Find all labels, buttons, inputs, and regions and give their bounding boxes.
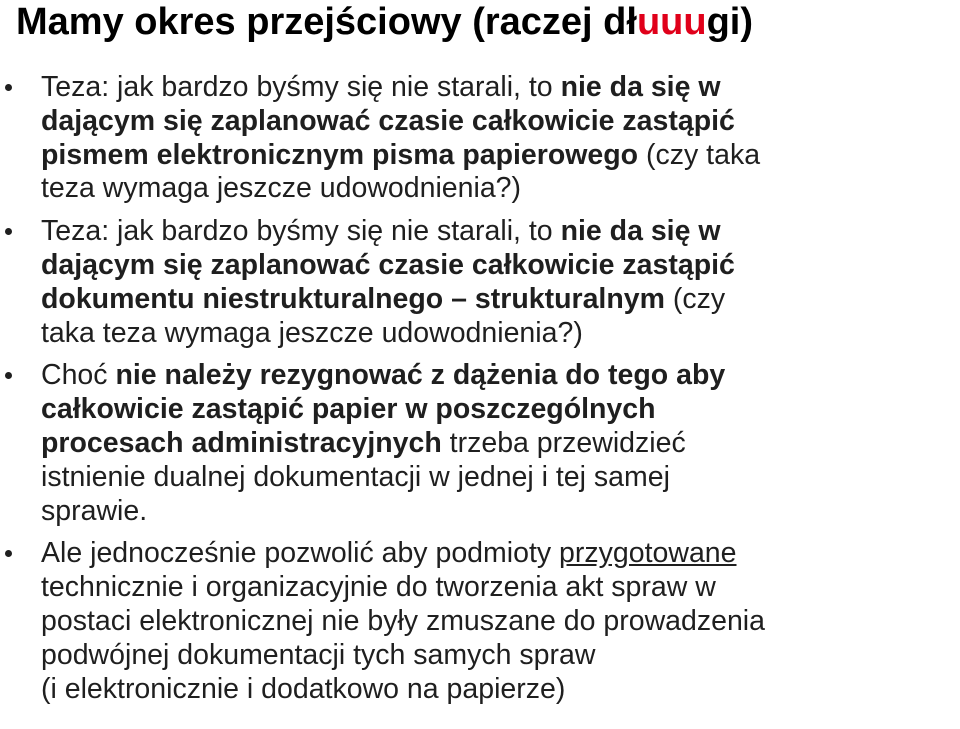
bullet-line xyxy=(41,427,960,461)
bold-text: całkowicie zastąpić papier w poszczególnych xyxy=(41,393,656,426)
bullet-item xyxy=(0,359,960,528)
text-segment: teza wymaga jeszcze udowodnienia?) xyxy=(41,172,522,205)
bullet-line xyxy=(41,317,960,351)
bullet-line xyxy=(41,673,960,707)
bullet-dot-icon xyxy=(5,372,12,379)
text-segment: trzeba przewidzieć xyxy=(441,426,686,459)
text-segment: Teza: jak bardzo byśmy się nie starali, to xyxy=(41,215,561,248)
text-segment: (czy taka xyxy=(638,138,761,171)
bold-text: dokumentu niestrukturalnego – strukturalnym xyxy=(41,282,665,315)
bullet-item xyxy=(0,537,960,706)
title-text-start: Mamy okres przejściowy (raczej dł xyxy=(16,1,637,43)
bold-text: pismem elektronicznym pisma papierowego xyxy=(41,138,639,171)
bold-text: dającym się zaplanować czasie całkowicie zastąpić xyxy=(41,104,735,137)
bullet-item xyxy=(0,215,960,350)
text-segment: Ale jednocześnie pozwolić aby podmioty xyxy=(41,537,560,570)
bullet-line xyxy=(41,359,960,393)
text-segment: sprawie. xyxy=(41,494,148,527)
bullet-line xyxy=(41,461,960,495)
bullet-line xyxy=(41,172,960,206)
text-segment: (i elektronicznie i dodatkowo na papierze) xyxy=(41,672,566,705)
bullet-line xyxy=(41,571,960,605)
bullet-line xyxy=(41,605,960,639)
bullet-line xyxy=(41,495,960,529)
text-segment: Choć xyxy=(41,359,116,392)
bullet-line xyxy=(41,71,960,105)
text-segment: podwójnej dokumentacji tych samych spraw xyxy=(41,638,596,671)
bullet-line xyxy=(41,139,960,173)
text-segment: technicznie i organizacyjnie do tworzenia akt spraw w xyxy=(41,571,716,604)
text-segment: Teza: jak bardzo byśmy się nie starali, to xyxy=(41,71,561,103)
bullet-dot-icon xyxy=(5,550,12,557)
bullet-dot-icon xyxy=(5,84,12,91)
bold-text: dającym się zaplanować czasie całkowicie zastąpić xyxy=(41,248,735,281)
underlined-text: przygotowane xyxy=(559,537,737,570)
slide-title xyxy=(16,0,960,44)
bullet-line xyxy=(41,215,960,249)
text-segment: istnienie dualnej dokumentacji w jednej i tej samej xyxy=(41,460,670,493)
bullet-line xyxy=(41,105,960,139)
bullet-line xyxy=(41,249,960,283)
bullet-line xyxy=(41,393,960,427)
bullet-line xyxy=(41,537,960,571)
bullet-dot-icon xyxy=(5,228,12,235)
bullet-item xyxy=(0,71,960,206)
title-text-end: gi) xyxy=(706,1,754,43)
text-segment: (czy xyxy=(664,282,726,315)
bold-text: procesach administracyjnych xyxy=(41,426,442,459)
text-segment: taka teza wymaga jeszcze udowodnienia?) xyxy=(41,316,583,349)
bold-text: nie da się w xyxy=(560,215,721,248)
title-text-highlight: uuu xyxy=(636,1,707,43)
bold-text: nie należy rezygnować z dążenia do tego aby xyxy=(115,359,726,392)
bullet-line xyxy=(41,283,960,317)
text-segment: postaci elektronicznej nie były zmuszane do prowadzenia xyxy=(41,604,765,637)
bullet-list xyxy=(0,71,960,706)
bold-text: nie da się w xyxy=(560,71,721,103)
bullet-line xyxy=(41,639,960,673)
